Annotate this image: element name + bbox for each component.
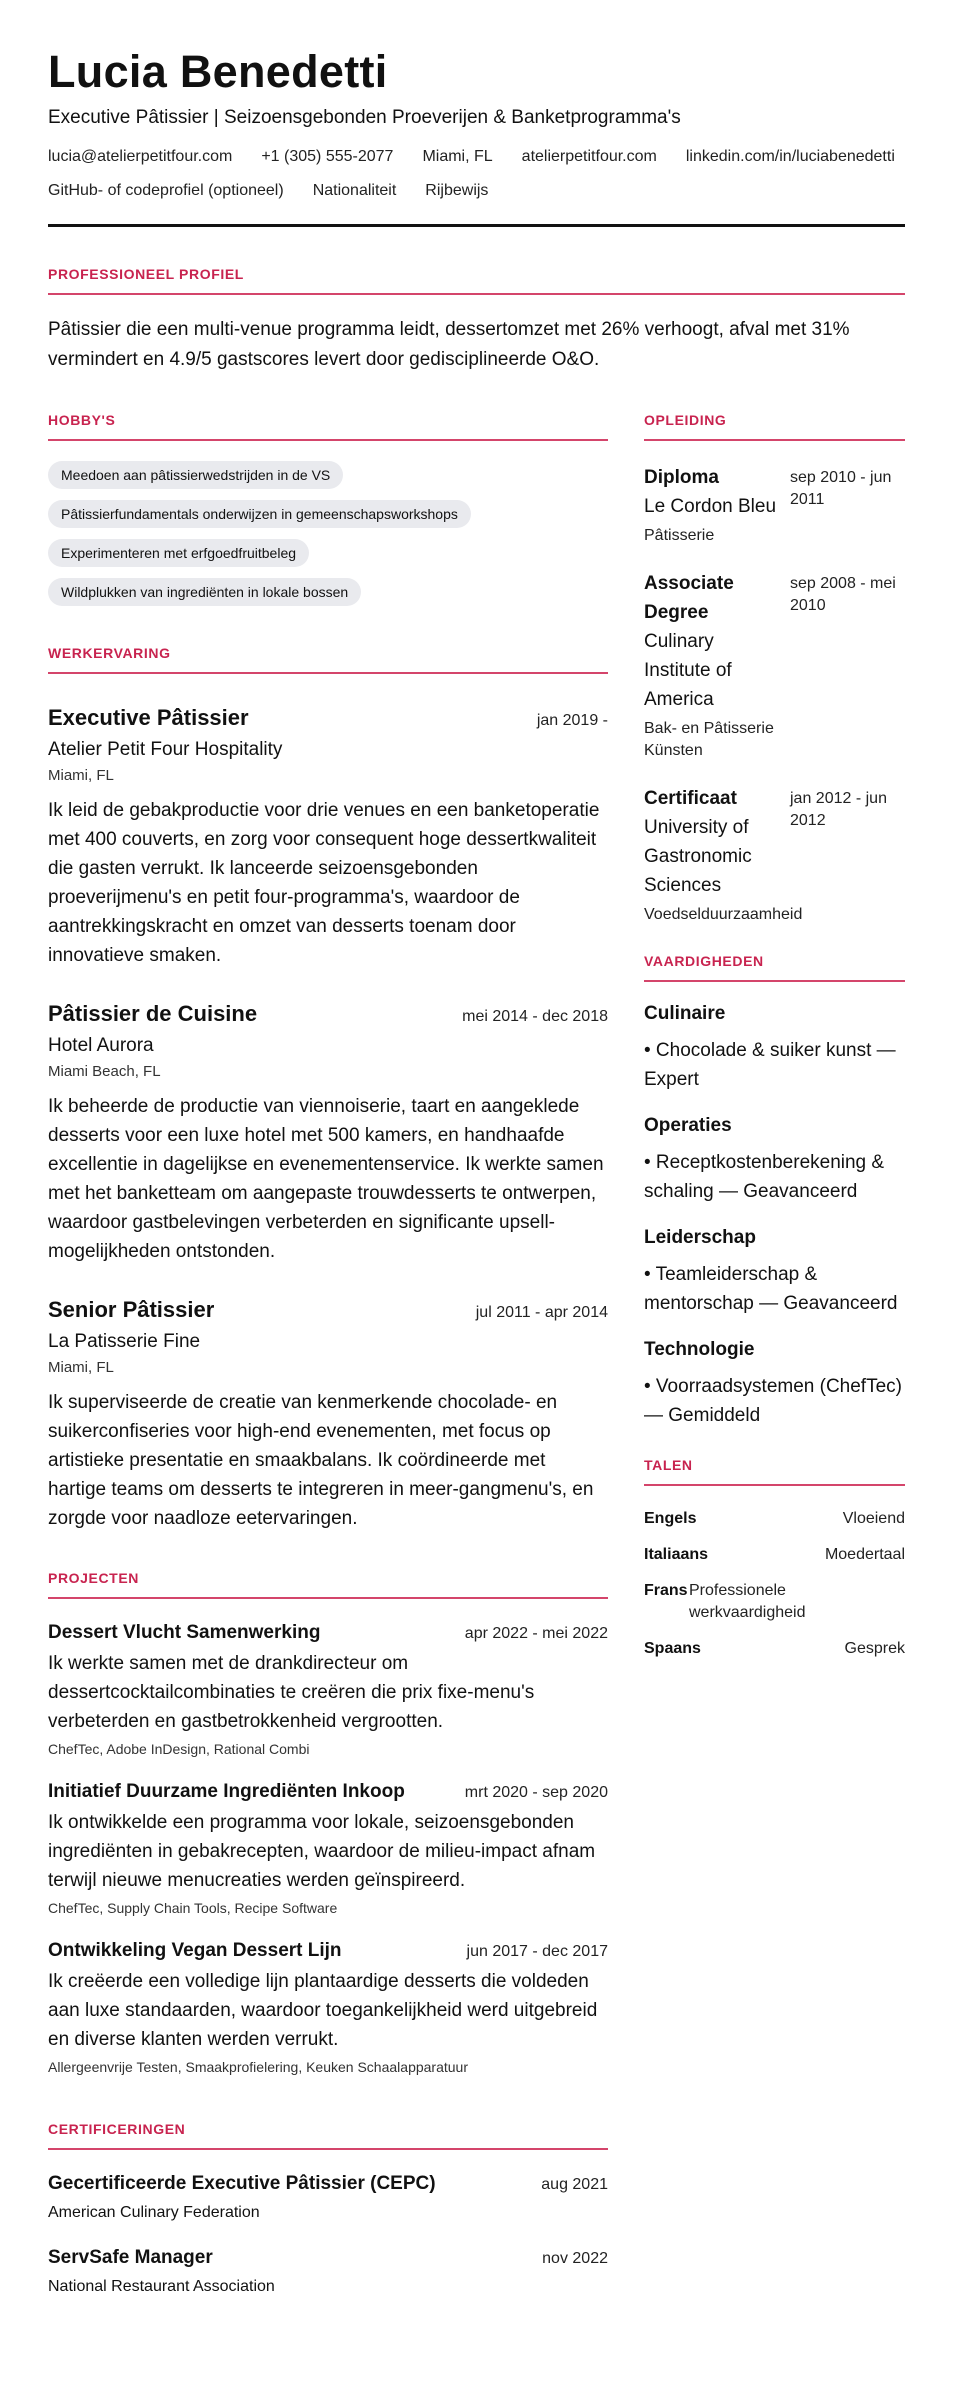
education-degree: Diploma	[644, 467, 719, 488]
project-header	[48, 1621, 608, 1645]
job-location: Miami Beach, FL	[48, 1063, 161, 1080]
job-header	[48, 1000, 608, 1028]
project-date: jun 2017 - dec 2017	[466, 1943, 608, 1960]
project-title: Dessert Vlucht Samenwerking	[48, 1622, 321, 1643]
language-row	[644, 1580, 905, 1624]
job-header	[48, 704, 608, 732]
contact-location: Miami, FL	[422, 148, 493, 165]
job-entry	[48, 704, 608, 970]
project-entry	[48, 1939, 608, 2076]
education-entry	[644, 784, 905, 926]
section-title-work: WERKERVARING	[48, 645, 171, 661]
languages-section	[644, 1456, 905, 1660]
certification-entry	[48, 2172, 608, 2224]
certification-issuer: National Restaurant Association	[48, 2278, 275, 2295]
section-divider	[48, 1597, 608, 1599]
contact-phone[interactable]: +1 (305) 555-2077	[261, 148, 394, 165]
job-header	[48, 1296, 608, 1324]
certification-date: aug 2021	[541, 2176, 608, 2193]
sidebar-column	[644, 411, 905, 2298]
contact-email[interactable]: lucia@atelierpetitfour.com	[48, 148, 233, 165]
job-description: Ik superviseerde de creatie van kenmerkende chocolade- en suikerconfiseries voor high-end evenementen, met focus op artistieke presentatie en smaakbalans. Ik coördineerde met hartige teams om desserts te integreren in meer-gangmenu's, en zorgde voor naadloze eetervaringen.	[48, 1392, 594, 1529]
language-row	[644, 1544, 905, 1566]
job-company: La Patisserie Fine	[48, 1331, 201, 1352]
project-description: Ik werkte samen met de drankdirecteur om dessertcocktailcombinaties te creëren die prix fixe-menu's verbeterden en gastbetrokkenheid vergrootten.	[48, 1653, 535, 1732]
contact-list	[48, 146, 905, 202]
education-field: Bak- en Pâtisserie Künsten	[644, 720, 774, 759]
candidate-name: Lucia Benedetti	[48, 46, 388, 97]
section-title-hobbies: HOBBY'S	[48, 412, 116, 428]
language-level: Vloeiend	[842, 1510, 905, 1527]
language-name: Spaans	[644, 1640, 701, 1657]
section-divider	[644, 1484, 905, 1486]
education-date: jan 2012 - jun 2012	[790, 790, 887, 829]
project-entry	[48, 1621, 608, 1758]
education-school: Le Cordon Bleu	[644, 496, 777, 517]
section-title-languages: TALEN	[644, 1457, 693, 1473]
language-name: Italiaans	[644, 1546, 709, 1563]
job-title: Pâtissier de Cuisine	[48, 1001, 258, 1026]
education-school: Culinary Institute of America	[644, 631, 732, 710]
contact-github[interactable]: GitHub- of codeprofiel (optioneel)	[48, 182, 284, 199]
job-location: Miami, FL	[48, 767, 114, 784]
project-tools: Allergeenvrije Testen, Smaakprofielering, Keuken Schaalapparatuur	[48, 2059, 468, 2075]
job-entry	[48, 1296, 608, 1533]
projects-section	[48, 1569, 608, 2076]
section-divider	[644, 980, 905, 982]
education-field: Pâtisserie	[644, 527, 715, 544]
project-entry	[48, 1780, 608, 1917]
project-header	[48, 1780, 608, 1804]
certification-header	[48, 2172, 608, 2196]
hobby-chip: Wildplukken van ingrediënten in lokale bossen	[48, 578, 361, 606]
contact-website[interactable]: atelierpetitfour.com	[521, 148, 657, 165]
section-title-projects: PROJECTEN	[48, 1570, 139, 1586]
section-title-certifications: CERTIFICERINGEN	[48, 2121, 186, 2137]
education-date: sep 2008 - mei 2010	[790, 575, 896, 614]
language-level: Gesprek	[844, 1640, 905, 1657]
job-date: jan 2019 -	[536, 712, 608, 729]
project-tools: ChefTec, Adobe InDesign, Rational Combi	[48, 1741, 310, 1757]
education-entry	[644, 569, 905, 762]
education-degree: Certificaat	[644, 788, 737, 809]
section-title-education: OPLEIDING	[644, 412, 727, 428]
certification-name: Gecertificeerde Executive Pâtissier (CEPC)	[48, 2173, 436, 2194]
language-level: Moedertaal	[824, 1546, 905, 1563]
skill-category: Operaties	[644, 1115, 732, 1136]
language-level: Professionele werkvaardigheid	[689, 1582, 806, 1621]
skill-category: Culinaire	[644, 1003, 726, 1024]
project-date: apr 2022 - mei 2022	[464, 1625, 608, 1642]
skill-item: • Chocolade & suiker kunst — Expert	[644, 1040, 896, 1090]
hobby-chip: Experimenteren met erfgoedfruitbeleg	[48, 539, 309, 567]
education-entry	[644, 463, 905, 547]
main-column	[48, 411, 608, 2298]
section-title-profile: PROFESSIONEEL PROFIEL	[48, 266, 244, 282]
certification-issuer: American Culinary Federation	[48, 2204, 260, 2221]
section-divider	[644, 439, 905, 441]
project-header	[48, 1939, 608, 1963]
education-details	[644, 569, 784, 762]
project-description: Ik ontwikkelde een programma voor lokale, seizoensgebonden ingrediënten in gebakrecepten, waardoor de milieu-impact afnam terwijl nieuwe menucreaties werden geïnspireerd.	[48, 1812, 596, 1891]
project-title: Ontwikkeling Vegan Dessert Lijn	[48, 1940, 342, 1961]
skill-item: • Teamleiderschap & mentorschap — Geavanceerd	[644, 1264, 898, 1314]
skill-category: Technologie	[644, 1339, 755, 1360]
section-divider	[48, 672, 608, 674]
language-name: Frans	[644, 1582, 688, 1599]
language-row	[644, 1638, 905, 1660]
section-divider	[48, 439, 608, 441]
hobby-chip: Pâtissierfundamentals onderwijzen in gemeenschapsworkshops	[48, 500, 471, 528]
education-degree: Associate Degree	[644, 573, 734, 623]
job-date: jul 2011 - apr 2014	[475, 1304, 608, 1321]
certification-entry	[48, 2246, 608, 2298]
job-description: Ik leid de gebakproductie voor drie venues en een banketoperatie met 400 couverts, en zorg voor consequent hoge dessertkwaliteit die gasten verrukt. Ik lanceerde seizoensgebonden proeverijmenu's en petit four-programma's, waardoor de aantrekkingskracht en omzet van desserts toenam door innovatieve smaken.	[48, 800, 600, 966]
project-description: Ik creëerde een volledige lijn plantaardige desserts die voldeden aan luxe standaarden, waardoor toegankelijkheid werd uitgebreid en diverse klanten werden verrukt.	[48, 1971, 598, 2050]
job-company: Atelier Petit Four Hospitality	[48, 739, 283, 760]
certification-date: nov 2022	[542, 2250, 608, 2267]
profile-summary: Pâtissier die een multi-venue programma leidt, dessertomzet met 26% verhoogt, afval met 31% vermindert en 4.9/5 gastscores levert door gedisciplineerde O&O.	[48, 319, 850, 370]
education-date: sep 2010 - jun 2011	[790, 469, 892, 508]
hobby-chip: Meedoen aan pâtissierwedstrijden in de VS	[48, 461, 343, 489]
language-name: Engels	[644, 1510, 697, 1527]
work-experience-section	[48, 644, 608, 1533]
contact-linkedin[interactable]: linkedin.com/in/luciabenedetti	[685, 148, 895, 165]
job-date: mei 2014 - dec 2018	[462, 1008, 608, 1025]
profile-section	[48, 265, 905, 375]
contact-nationality: Nationaliteit	[312, 182, 397, 199]
job-title: Executive Pâtissier	[48, 705, 249, 730]
skill-item: • Voorraadsystemen (ChefTec) — Gemiddeld	[644, 1376, 902, 1426]
job-entry	[48, 1000, 608, 1266]
certification-name: ServSafe Manager	[48, 2247, 213, 2268]
hobbies-section	[48, 411, 608, 606]
job-description: Ik beheerde de productie van viennoiserie, taart en aangeklede desserts voor een luxe hotel met 500 kamers, en handhaafde excellentie in dagelijkse en evenementenservice. Ik werkte samen met het banketteam om aangepaste trouwdesserts te ontwerpen, waardoor gastbelevingen verbeterden en significante upsell-mogelijkheden ontstonden.	[48, 1096, 604, 1262]
section-divider	[48, 2148, 608, 2150]
education-details	[644, 784, 803, 926]
language-row	[644, 1508, 905, 1530]
resume-header	[48, 46, 905, 227]
candidate-headline: Executive Pâtissier | Seizoensgebonden Proeverijen & Banketprogramma's	[48, 107, 681, 128]
section-title-skills: VAARDIGHEDEN	[644, 953, 764, 969]
skills-section	[644, 952, 905, 1430]
certification-header	[48, 2246, 608, 2270]
job-company: Hotel Aurora	[48, 1035, 154, 1056]
project-title: Initiatief Duurzame Ingrediënten Inkoop	[48, 1781, 405, 1802]
skill-item: • Receptkostenberekening & schaling — Geavanceerd	[644, 1152, 885, 1202]
project-tools: ChefTec, Supply Chain Tools, Recipe Software	[48, 1900, 338, 1916]
two-column-layout	[48, 411, 905, 2298]
job-title: Senior Pâtissier	[48, 1297, 215, 1322]
job-location: Miami, FL	[48, 1359, 114, 1376]
education-field: Voedselduurzaamheid	[644, 906, 803, 923]
education-section	[644, 411, 905, 926]
skill-category: Leiderschap	[644, 1227, 756, 1248]
project-date: mrt 2020 - sep 2020	[464, 1784, 608, 1801]
contact-drivers-license: Rijbewijs	[425, 182, 489, 199]
education-details	[644, 463, 784, 547]
hobby-list	[48, 461, 608, 606]
certifications-section	[48, 2120, 608, 2298]
header-divider	[48, 224, 905, 227]
education-school: University of Gastronomic Sciences	[644, 817, 752, 896]
section-divider	[48, 293, 905, 295]
